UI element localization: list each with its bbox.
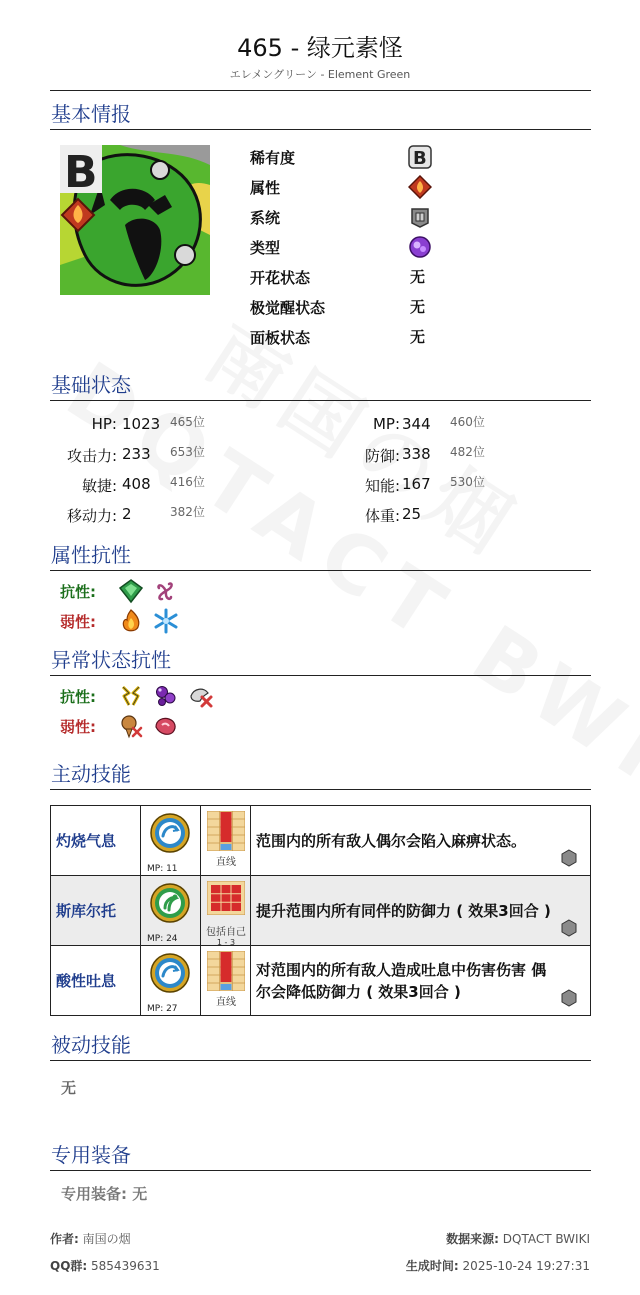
info-label-bloom: 开花状态 — [250, 269, 311, 287]
skill-name: 斯库尔托 — [51, 876, 141, 946]
info-value-bloom: 无 — [410, 268, 426, 286]
skill-mp-cost: MP: 27 — [147, 1004, 178, 1014]
stat-def-rank: 482位 — [450, 445, 485, 459]
skill-description-text: 范围内的所有敌人偶尔会陷入麻痹状态。 — [256, 831, 527, 850]
material-family-icon — [408, 205, 432, 229]
skill-mp-cost: MP: 11 — [147, 864, 178, 874]
footer-source — [446, 1230, 590, 1247]
confusion-icon — [153, 713, 179, 739]
stat-weight — [300, 505, 620, 527]
element-weak-label: 弱性: — [60, 613, 96, 631]
element-resist-row — [60, 578, 360, 604]
sleep-icon — [118, 713, 144, 739]
stat-atk-rank: 653位 — [170, 445, 205, 459]
status-weak-label: 弱性: — [60, 718, 96, 736]
section-base-stats — [50, 373, 591, 401]
page-subtitle: エレメングリーン - Element Green — [229, 68, 411, 81]
monster-portrait — [60, 145, 210, 295]
stat-move-value: 2 — [122, 505, 132, 523]
skill-range-label: 包括自己 — [206, 927, 246, 938]
skill-range-label: 直线 — [216, 857, 236, 868]
section-element-resist-title: 属性抗性 — [51, 543, 131, 567]
svg-text:B: B — [413, 148, 427, 169]
stat-mp-value: 344 — [402, 415, 431, 433]
rank-b-icon — [408, 145, 432, 169]
stat-mp — [300, 415, 620, 437]
stat-agi — [0, 475, 320, 497]
stat-atk-label: 攻击力: — [66, 447, 117, 465]
section-base-stats-title: 基础状态 — [51, 373, 131, 397]
stat-atk-value: 233 — [122, 445, 151, 463]
info-row-type — [250, 235, 550, 259]
skill-description-text: 对范围内的所有敌人造成吐息中伤害伤害 偶尔会降低防御力 ( 效果3回合 ) — [256, 960, 547, 1001]
info-label-rarity: 稀有度 — [250, 149, 296, 167]
skill-icon-cell — [141, 806, 201, 876]
hexagon-icon — [560, 919, 578, 937]
stat-atk — [0, 445, 320, 467]
poison-icon — [153, 683, 179, 709]
svg-text:B: B — [64, 147, 98, 198]
stat-mp-rank: 460位 — [450, 415, 485, 429]
stat-int-label: 知能: — [364, 477, 400, 495]
stat-hp-label: HP: — [91, 415, 117, 433]
info-row-panel — [250, 325, 550, 349]
skill-name: 灼烧气息 — [51, 806, 141, 876]
breath-skill-icon — [149, 812, 191, 854]
equipment-text: 专用装备: 无 — [61, 1185, 148, 1203]
section-passive-skills — [50, 1033, 591, 1061]
skill-range-cell — [201, 876, 251, 946]
ice-element-icon — [153, 608, 179, 634]
info-label-family: 系统 — [250, 209, 281, 227]
info-label-element: 属性 — [250, 179, 281, 197]
skill-range-label: 直线 — [216, 997, 236, 1008]
element-weak-row — [60, 608, 360, 634]
section-active-skills-title: 主动技能 — [51, 762, 131, 786]
active-skills-table — [50, 805, 591, 1016]
info-row-rarity — [250, 145, 550, 169]
info-value-panel: 无 — [410, 328, 426, 346]
footer-time-label: 生成时间: — [405, 1259, 459, 1273]
status-resist-label: 抗性: — [60, 688, 96, 706]
stat-int — [300, 475, 620, 497]
stat-agi-label: 敏捷: — [81, 477, 117, 495]
stat-weight-value: 25 — [402, 505, 422, 523]
section-status-resist-title: 异常状态抗性 — [51, 648, 171, 672]
range-line-icon — [207, 811, 245, 851]
skill-name: 酸性吐息 — [51, 946, 141, 1016]
section-basic-info — [50, 102, 591, 130]
stat-mp-label: MP: — [372, 415, 400, 433]
paralysis-icon — [118, 683, 144, 709]
stat-int-rank: 530位 — [450, 475, 485, 489]
stat-move — [0, 505, 320, 527]
status-resist-row — [60, 683, 360, 709]
skill-description-text: 提升范围内所有同伴的防御力 ( 效果3回合 ) — [256, 901, 551, 920]
skill-description — [251, 806, 591, 876]
breath-skill-icon — [149, 952, 191, 994]
skill-description — [251, 946, 591, 1016]
stat-int-value: 167 — [402, 475, 431, 493]
skill-range-cell — [201, 946, 251, 1016]
element-resist-label: 抗性: — [60, 583, 96, 601]
skill-range-sub: 1 - 3 — [216, 938, 236, 947]
stat-move-label: 移动力: — [66, 507, 117, 525]
stat-agi-rank: 416位 — [170, 475, 205, 489]
footer-qq-value: 585439631 — [91, 1259, 160, 1273]
section-status-resist — [50, 648, 591, 676]
stat-def — [300, 445, 620, 467]
fire-element-icon — [118, 608, 144, 634]
hexagon-icon — [560, 849, 578, 867]
title-divider — [50, 90, 591, 91]
stat-def-value: 338 — [402, 445, 431, 463]
monster-portrait-art — [60, 145, 210, 295]
wind-element-icon — [153, 578, 179, 604]
range-line-icon — [207, 951, 245, 991]
section-basic-info-title: 基本情报 — [51, 102, 131, 126]
footer-author-label: 作者: — [50, 1232, 79, 1246]
skill-mp-cost: MP: 24 — [147, 934, 178, 944]
earth-element-icon — [118, 578, 144, 604]
range-area-icon — [207, 881, 245, 915]
stat-hp-rank: 465位 — [170, 415, 205, 429]
skill-description — [251, 876, 591, 946]
footer-author-value: 南国の烟 — [82, 1232, 131, 1246]
skill-icon-cell — [141, 946, 201, 1016]
skill-row — [51, 806, 591, 876]
magic-type-icon — [408, 235, 432, 259]
footer-qq-label: QQ群: — [50, 1259, 88, 1273]
footer-source-label: 数据来源: — [446, 1232, 499, 1246]
buff-skill-icon — [149, 882, 191, 924]
skill-icon-cell — [141, 876, 201, 946]
footer-source-value: DQTACT BWIKI — [502, 1232, 590, 1246]
stat-hp-value: 1023 — [122, 415, 161, 433]
skill-row — [51, 876, 591, 946]
skill-row — [51, 946, 591, 1016]
info-label-awakening: 极觉醒状态 — [250, 299, 326, 317]
info-row-family — [250, 205, 550, 229]
seal-icon — [188, 683, 214, 709]
footer-time-value: 2025-10-24 19:27:31 — [462, 1259, 590, 1273]
fire-element-icon — [408, 175, 432, 199]
section-passive-skills-title: 被动技能 — [51, 1033, 131, 1057]
footer-author — [50, 1230, 131, 1247]
hexagon-icon — [560, 989, 578, 1007]
info-row-bloom — [250, 265, 550, 289]
stat-agi-value: 408 — [122, 475, 151, 493]
stat-def-label: 防御: — [364, 447, 400, 465]
section-equipment — [50, 1143, 591, 1171]
section-element-resist — [50, 543, 591, 571]
passive-skills-none: 无 — [61, 1079, 77, 1097]
status-weak-row — [60, 713, 360, 739]
section-equipment-title: 专用装备 — [51, 1143, 131, 1167]
footer-qq — [50, 1257, 160, 1274]
info-row-element — [250, 175, 550, 199]
stat-move-rank: 382位 — [170, 505, 205, 519]
info-value-awakening: 无 — [410, 298, 426, 316]
info-label-panel: 面板状态 — [250, 329, 311, 347]
info-row-awakening — [250, 295, 550, 319]
info-label-type: 类型 — [250, 239, 281, 257]
stat-hp — [0, 415, 320, 437]
page-title: 465 - 绿元素怪 — [237, 34, 403, 62]
section-active-skills — [50, 762, 591, 790]
stat-weight-label: 体重: — [364, 507, 400, 525]
footer-time — [406, 1257, 590, 1274]
skill-range-cell — [201, 806, 251, 876]
